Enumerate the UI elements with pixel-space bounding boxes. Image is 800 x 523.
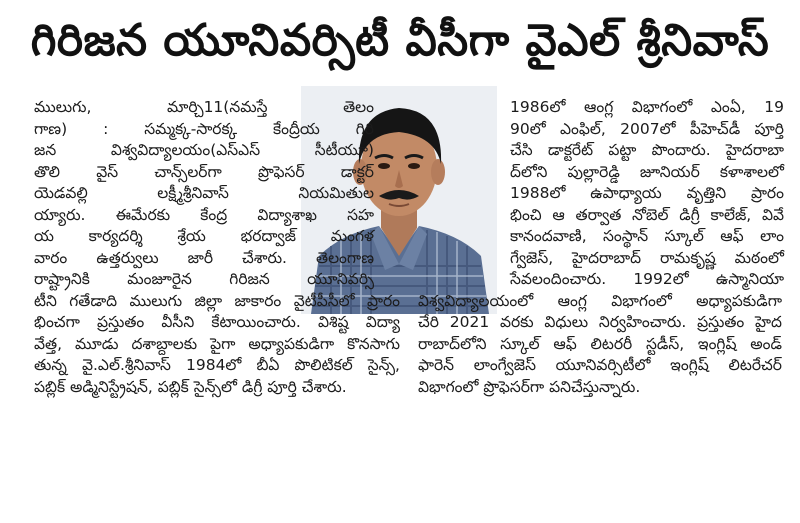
left-column-line: వేత్త, మూడు దశాబ్దాలకు పైగా అధ్యాపకుడిగా కొనసాగు bbox=[34, 334, 400, 353]
headline: గిరిజన యూనివర్సిటీ వీసీగా వైఎల్ శ్రీనివాస్ bbox=[30, 15, 770, 66]
right-column-line: విభాగంలో ప్రొఫెసర్‌గా పనిచేస్తున్నారు. bbox=[418, 377, 641, 396]
right-column-line: కానందవాణి, సంస్థాన్ స్కూల్ ఆఫ్ లాం bbox=[510, 227, 784, 245]
left-column-line: య కార్యదర్శి శ్రేయ భరద్వాజ్ మంగళ bbox=[34, 227, 374, 245]
left-column-line: య్యారు. ఈమేరకు కేంద్ర విద్యాశాఖ సహ bbox=[34, 205, 374, 224]
left-column-line: భించగా ప్రస్తుతం వీసీని కేటాయించారు. విశిష్ట విద్యా bbox=[34, 313, 400, 331]
right-column-line: చేసి డాక్టరేట్ పట్టా పొందారు. హైదరాబా bbox=[510, 141, 784, 159]
right-column-line: 1986లో ఆంగ్ల విభాగంలో ఎంఏ, 19 bbox=[510, 98, 784, 116]
right-column-line: 90లో ఎంఫిల్, 2007లో పీహెచ్‌డీ పూర్తి bbox=[510, 119, 784, 138]
left-column-line: ములుగు, మార్చి11(నమస్తే తెలం bbox=[34, 98, 374, 116]
right-column-line: విశ్వవిద్యాలయంలో ఆంగ్ల విభాగంలో అధ్యాపకుడిగా bbox=[418, 291, 782, 310]
left-column-line: గాణ) : సమ్మక్క-సారక్క కేంద్రీయ గిరి bbox=[34, 119, 374, 138]
right-column-line: సేవలందించారు. 1992లో ఉస్మానియా bbox=[510, 270, 784, 288]
left-column-line: తున్న వై.ఎల్.శ్రీనివాస్ 1984లో బీఏ పొలిటికల్ సైన్స్, bbox=[34, 356, 400, 374]
left-column-line: టీని గతేడాది ములుగు జిల్లా జాకారం వైటీపీసీలో ప్రారం bbox=[34, 291, 400, 310]
left-column-line: తొలి వైస్ చాన్స్‌లర్‌గా ప్రొఫెసర్ డాక్టర్ bbox=[34, 162, 374, 181]
left-column-line: వారం ఉత్తర్వులు జారీ చేశారు. తెలంగాణ bbox=[34, 248, 374, 267]
left-column-line: రాష్ట్రానికి మంజూరైన గిరిజన యూనివర్సి bbox=[34, 270, 374, 288]
right-column-line: చేరి 2021 వరకు విధులు నిర్వహించారు. ప్రస్తుతం హైద bbox=[418, 313, 782, 331]
right-column-line: భించి ఆ తర్వాత నోబెల్ డిగ్రీ కాలేజ్, వివే bbox=[510, 205, 784, 224]
right-column-line: 1988లో ఉపాధ్యాయ వృత్తిని ప్రారం bbox=[510, 184, 784, 202]
right-column-line: ఫారెన్ లాంగ్వేజెస్ యూనివర్సిటీలో ఇంగ్లిష్ లిటరేచర్ bbox=[418, 356, 782, 374]
left-column-line: పబ్లిక్ అడ్మినిస్ట్రేషన్, పబ్లిక్ సైన్స్‌లో డిగ్రీ పూర్తి చేశారు. bbox=[34, 377, 347, 396]
right-column-line: ద్‌లోని పుల్లారెడ్డి జూనియర్ కళాశాలలో bbox=[510, 162, 784, 181]
left-column-line: యెడవల్లి లక్ష్మీశ్రీనివాస్ నియమితుల bbox=[34, 184, 374, 202]
right-column-line: గ్వేజెస్, హైదరాబాద్ రామకృష్ణ మఠంలో bbox=[510, 248, 784, 267]
right-column-line: రాబాద్‌లోని స్కూల్ ఆఫ్ లిటరరీ స్టడీస్, ఇంగ్లిష్ అండ్ bbox=[418, 334, 782, 353]
left-column-line: జన విశ్వవిద్యాలయం(ఎస్ఎస్ సీటీయూ) bbox=[34, 141, 374, 159]
